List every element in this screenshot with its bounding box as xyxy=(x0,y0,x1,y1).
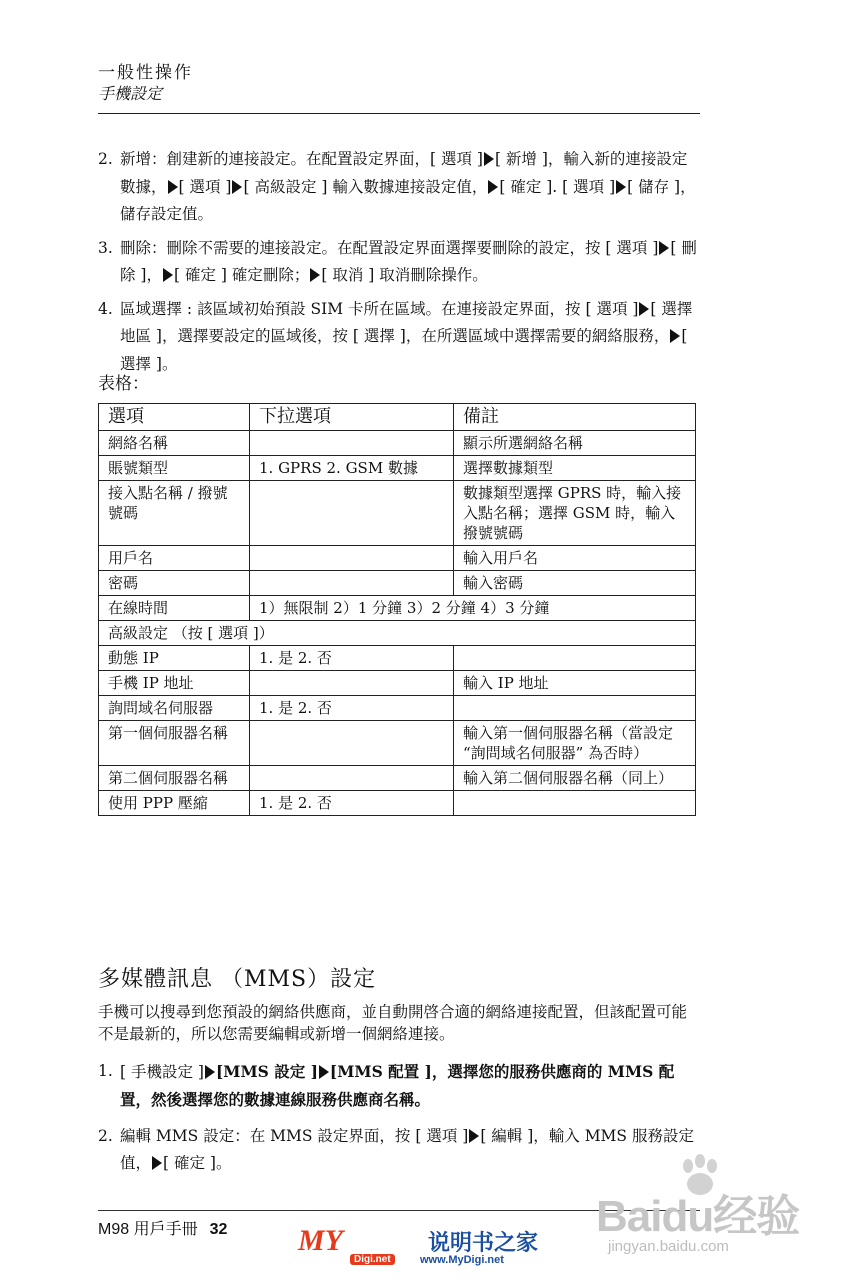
table-cell: 1. GPRS 2. GSM 數據 xyxy=(250,456,454,481)
table-cell xyxy=(454,791,696,816)
table-cell xyxy=(250,431,454,456)
step-text: [ 選項 ] xyxy=(178,177,232,196)
mms-section-title: 多媒體訊息 （MMS）設定 xyxy=(98,967,377,992)
mms-step-config xyxy=(98,1058,698,1114)
step-text: [ 編輯 ]，輸入 MMS 服務設定值， xyxy=(120,1127,694,1172)
step-text: [MMS 配置 ]，選擇您的服務供應商的 MMS 配置，然後選擇您的數據連線服務供應商名稱。 xyxy=(120,1062,675,1109)
logo-mark: MY xyxy=(298,1224,343,1257)
footer xyxy=(98,1216,227,1239)
table-row xyxy=(99,696,696,721)
watermark-url: jingyan.baidu.com xyxy=(608,1238,729,1255)
table-cell xyxy=(250,481,454,546)
arrow-right-icon xyxy=(670,329,680,343)
table-row xyxy=(99,571,696,596)
manual-name: M98 用戶手冊 xyxy=(98,1221,198,1238)
table-cell: 賬號類型 xyxy=(99,456,250,481)
step-delete xyxy=(98,235,698,290)
table-row xyxy=(99,431,696,456)
section-title: 一般性操作 xyxy=(98,63,193,83)
table-cell: 輸入密碼 xyxy=(454,571,696,596)
table-row xyxy=(99,671,696,696)
step-add xyxy=(98,146,698,229)
table-cell xyxy=(250,721,454,766)
connection-steps xyxy=(98,146,698,384)
step-text: [ 確定 ]. [ 選項 ] xyxy=(499,177,616,196)
baidu-watermark xyxy=(596,1152,816,1272)
step-text: [ 刪除 ]， xyxy=(120,238,697,284)
step-text: [ 手機設定 ] xyxy=(120,1063,204,1081)
table-cell: 用戶名 xyxy=(99,546,250,571)
step-number: 4. xyxy=(98,299,113,318)
step-text: [ 取消 ] 取消刪除操作。 xyxy=(321,266,488,284)
step-text: 刪除：刪除不需要的連接設定。在配置設定界面選擇要刪除的設定，按 [ 選項 ] xyxy=(120,238,659,257)
table-row xyxy=(99,546,696,571)
table-cell: 使用 PPP 壓縮 xyxy=(99,791,250,816)
arrow-right-icon xyxy=(639,302,649,316)
logo-badge: Digi.net xyxy=(350,1254,395,1265)
table-cell: 1）無限制 2）1 分鐘 3）2 分鐘 4）3 分鐘 xyxy=(250,596,696,621)
mms-intro-paragraph: 手機可以搜尋到您預設的網絡供應商，並自動開啓合適的網絡連接配置，但該配置可能不是最新的，所以您需要編輯或新增一個網絡連接。 xyxy=(98,1003,688,1043)
logo-url: www.MyDigi.net xyxy=(420,1254,504,1266)
table-cell: 密碼 xyxy=(99,571,250,596)
page-number: 32 xyxy=(209,1221,228,1238)
table-cell: 在線時間 xyxy=(99,596,250,621)
logo-brand-text: 说明书之家 xyxy=(428,1231,539,1256)
header-divider xyxy=(98,113,700,114)
arrow-right-icon xyxy=(205,1065,215,1079)
step-text: [ 選擇 ]。 xyxy=(120,327,688,373)
table-cell: 詢問域名伺服器 xyxy=(99,696,250,721)
watermark-brand: Baidu经验 xyxy=(596,1192,800,1241)
table-row xyxy=(99,621,696,646)
table-cell: 網絡名稱 xyxy=(99,431,250,456)
section-subtitle: 手機設定 xyxy=(98,84,163,103)
arrow-right-icon xyxy=(168,180,178,194)
step-text: [ 儲存 ]，儲存設定值。 xyxy=(120,177,696,223)
step-number: 1. xyxy=(98,1062,113,1080)
table-cell xyxy=(454,646,696,671)
table-cell: 第一個伺服器名稱 xyxy=(99,721,250,766)
column-header: 選項 xyxy=(99,404,250,431)
step-text: 區域選擇 : 該區域初始預設 SIM 卡所在區域。在連接設定界面，按 [ 選項 ] xyxy=(120,299,639,318)
table-row xyxy=(99,481,696,546)
step-number: 2. xyxy=(98,150,113,168)
step-text: 新增：創建新的連接設定。在配置設定界面，[ 選項 ] xyxy=(120,150,483,168)
step-number: 2. xyxy=(98,1127,113,1145)
table-row xyxy=(99,596,696,621)
table-label: 表格： xyxy=(98,374,149,394)
step-region xyxy=(98,296,698,379)
table-cell: 動態 IP xyxy=(99,646,250,671)
table-cell: 手機 IP 地址 xyxy=(99,671,250,696)
arrow-right-icon xyxy=(163,268,173,282)
step-text: [ 確定 ]。 xyxy=(163,1154,232,1172)
step-text: 編輯 MMS 設定：在 MMS 設定界面，按 [ 選項 ] xyxy=(120,1127,469,1145)
step-text: [MMS 設定 ] xyxy=(215,1062,318,1081)
table-row xyxy=(99,646,696,671)
table-row xyxy=(99,721,696,766)
step-text: [ 確定 ] 確定刪除； xyxy=(173,266,310,284)
arrow-right-icon xyxy=(484,152,494,166)
arrow-right-icon xyxy=(469,1129,479,1143)
arrow-right-icon xyxy=(488,180,498,194)
table-cell: 第二個伺服器名稱 xyxy=(99,766,250,791)
table-row xyxy=(99,791,696,816)
arrow-right-icon xyxy=(616,180,626,194)
column-header: 下拉選項 xyxy=(250,404,454,431)
table-cell: 輸入 IP 地址 xyxy=(454,671,696,696)
table-cell xyxy=(250,546,454,571)
table-cell: 1. 是 2. 否 xyxy=(250,791,454,816)
step-text: [ 新增 ]，輸入新的連接設定數據， xyxy=(120,150,688,196)
step-text: [ 高級設定 ] 輸入數據連接設定值， xyxy=(243,177,488,196)
mydigi-logo xyxy=(298,1222,558,1272)
table-cell xyxy=(250,671,454,696)
table-cell: 顯示所選網絡名稱 xyxy=(454,431,696,456)
table-cell: 1. 是 2. 否 xyxy=(250,646,454,671)
table-cell: 輸入第二個伺服器名稱（同上） xyxy=(454,766,696,791)
arrow-right-icon xyxy=(232,180,242,194)
table-header-row xyxy=(99,404,696,431)
table-cell: 接入點名稱 / 撥號號碼 xyxy=(99,481,250,546)
table-row xyxy=(99,456,696,481)
settings-table xyxy=(98,403,696,816)
step-number: 3. xyxy=(98,238,113,257)
arrow-right-icon xyxy=(152,1156,162,1170)
table-cell: 數據類型選擇 GPRS 時，輸入接入點名稱；選擇 GSM 時，輸入撥號號碼 xyxy=(454,481,696,546)
table-row xyxy=(99,766,696,791)
table-cell: 輸入用戶名 xyxy=(454,546,696,571)
table-cell xyxy=(250,766,454,791)
arrow-right-icon xyxy=(319,1065,329,1079)
table-cell: 選擇數據類型 xyxy=(454,456,696,481)
arrow-right-icon xyxy=(310,268,320,282)
table-cell xyxy=(454,696,696,721)
table-cell: 1. 是 2. 否 xyxy=(250,696,454,721)
step-text: [ 選擇地區 ]，選擇要設定的區域後，按 [ 選擇 ]，在所選區域中選擇需要的網絡服務， xyxy=(120,299,693,345)
page-header xyxy=(98,62,698,104)
arrow-right-icon xyxy=(659,241,669,255)
column-header: 備註 xyxy=(454,404,696,431)
table-cell: 高級設定 （按 [ 選項 ]） xyxy=(99,621,696,646)
table-cell xyxy=(250,571,454,596)
table-cell: 輸入第一個伺服器名稱（當設定 “詢問域名伺服器” 為否時） xyxy=(454,721,696,766)
